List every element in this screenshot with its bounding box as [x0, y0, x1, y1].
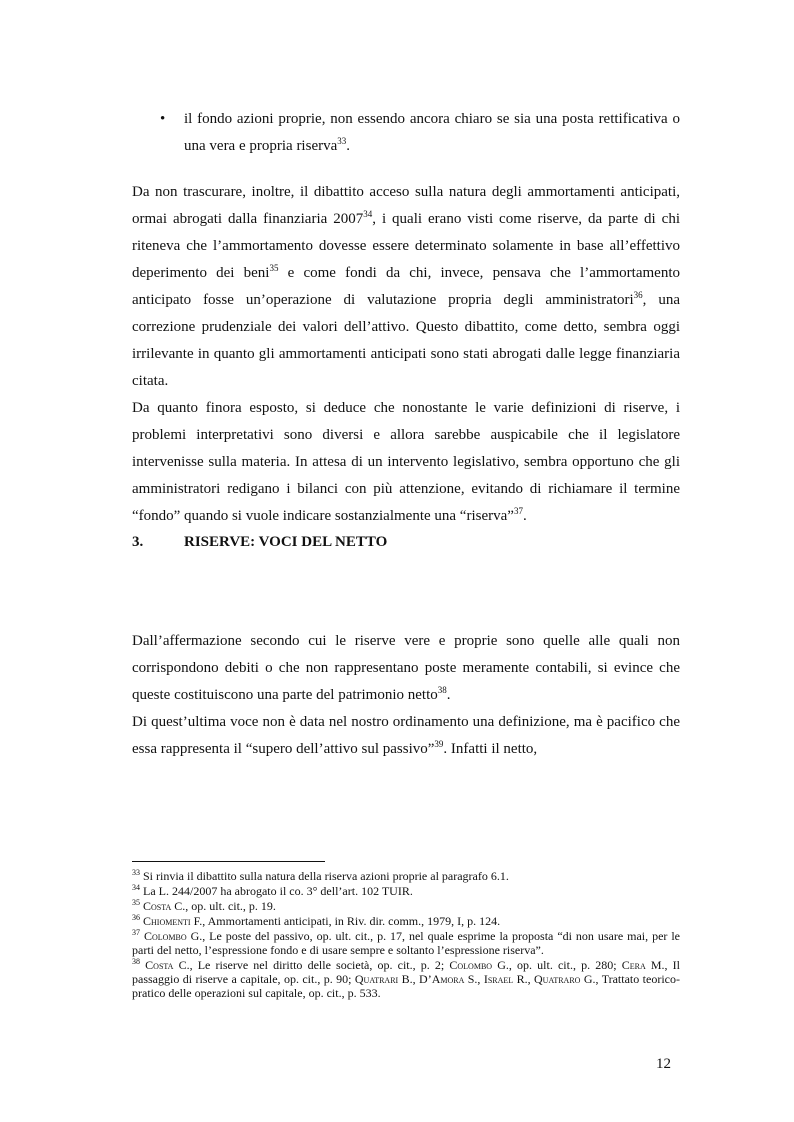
footnote-separator [132, 861, 325, 862]
paragraph-definizione-netto: Di quest’ultima voce non è data nel nostro ordinamento una definizione, ma è pacifico che essa rappresenta il “supero dell’attivo sul passivo”$^{39}$. Infatti il netto, [132, 714, 680, 757]
section-heading [132, 532, 680, 552]
section-number: 3. [132, 534, 144, 550]
footnote-ref-36[interactable]: 36 [633, 290, 643, 300]
bullet-item [160, 106, 680, 160]
footnotes [132, 869, 680, 1001]
paragraph-patrimonio-netto: Dall’affermazione secondo cui le riserve vere e proprie sono quelle alle quali non corrispondono debiti o che non rappresentano poste meramente contabili, si evince che queste costituiscono una parte del patrimonio netto$^{38}$. [132, 633, 680, 703]
paragraph-conclusion: Da quanto finora esposto, si deduce che nonostante le varie definizioni di riserve, i problemi interpretativi sono diversi e allora sarebbe auspicabile che il legislatore intervenisse sulla materia. In attesa di un intervento legislativo, sembra opportuno che gli amministratori redigano i bilanci con più attenzione, evitando di richiamare il termine “fondo” quando si vuole indicare sostanzialmente una “riserva”$^{37}$. [132, 400, 680, 524]
footnote-ref-33[interactable]: 33 [337, 136, 347, 146]
bullet-dot-icon: • [160, 111, 166, 127]
footnote-38: $^{38}$ Costa C., Le riserve nel diritto delle società, op. cit., p. 2; Colombo G., op. ult. cit., p. 280; Cera M., Il passaggio di riserve a capitale, op. cit., p. 90; Quatrari B., D’Amora S., Israel R., Quatraro G., Trattato teorico-pratico delle operazioni sul capitale, op. cit., p. 533. [132, 957, 681, 1000]
paragraph-ammortamenti: Da non trascurare, inoltre, il dibattito acceso sulla natura degli ammortamenti anticipati, ormai abrogati dalla finanziaria 2007$^{34}$, i quali erano visti come riserve, da parte di chi riteneva che l’ammortamento dovesse essere determinato solamente in base all’effettivo deperimento dei beni$^{35}$ e come fondi da chi, invece, pensava che l’ammortamento anticipato fosse un’operazione di valutazione propria degli amministratori$^{36}$, una correzione prudenziale dei valori dell’attivo. Questo dibattito, come detto, sembra oggi irrilevante in quanto gli ammortamenti anticipati sono stati abrogati dalle legge finanziaria citata. [132, 184, 680, 389]
bullet-text: il fondo azioni proprie, non essendo ancora chiaro se sia una posta rettificativa o una vera e propria riserva$^{33}$. [184, 111, 680, 154]
footnote-ref-39[interactable]: 39 [434, 739, 444, 749]
page-number: 12 [656, 1056, 671, 1072]
page-body [132, 106, 680, 763]
footnote-ref-35[interactable]: 35 [269, 263, 279, 273]
footnote-ref-34[interactable]: 34 [363, 209, 373, 219]
footnote-36: $^{36}$ Chiomenti F., Ammortamenti anticipati, in Riv. dir. comm., 1979, I, p. 124. [132, 913, 501, 928]
footnote-34: $^{34}$ La L. 244/2007 ha abrogato il co. 3° dell’art. 102 TUIR. [132, 883, 413, 898]
footnote-35: $^{35}$ Costa C., op. ult. cit., p. 19. [132, 898, 276, 913]
footnote-ref-38[interactable]: 38 [437, 685, 447, 695]
footnote-37: $^{37}$ Colombo G., Le poste del passivo, op. ult. cit., p. 17, nel quale esprime la proposta “di non usare mai, per le parti del netto, l’espressione fondo e di usare sempre e soltanto l’espressione riserva”. [132, 928, 680, 957]
footnote-33: $^{33}$ Si rinvia il dibattito sulla natura della riserva azioni proprie al paragrafo 6.1. [132, 868, 509, 883]
footnote-ref-37[interactable]: 37 [513, 506, 523, 516]
section-title: RISERVE: VOCI DEL NETTO [184, 534, 388, 550]
